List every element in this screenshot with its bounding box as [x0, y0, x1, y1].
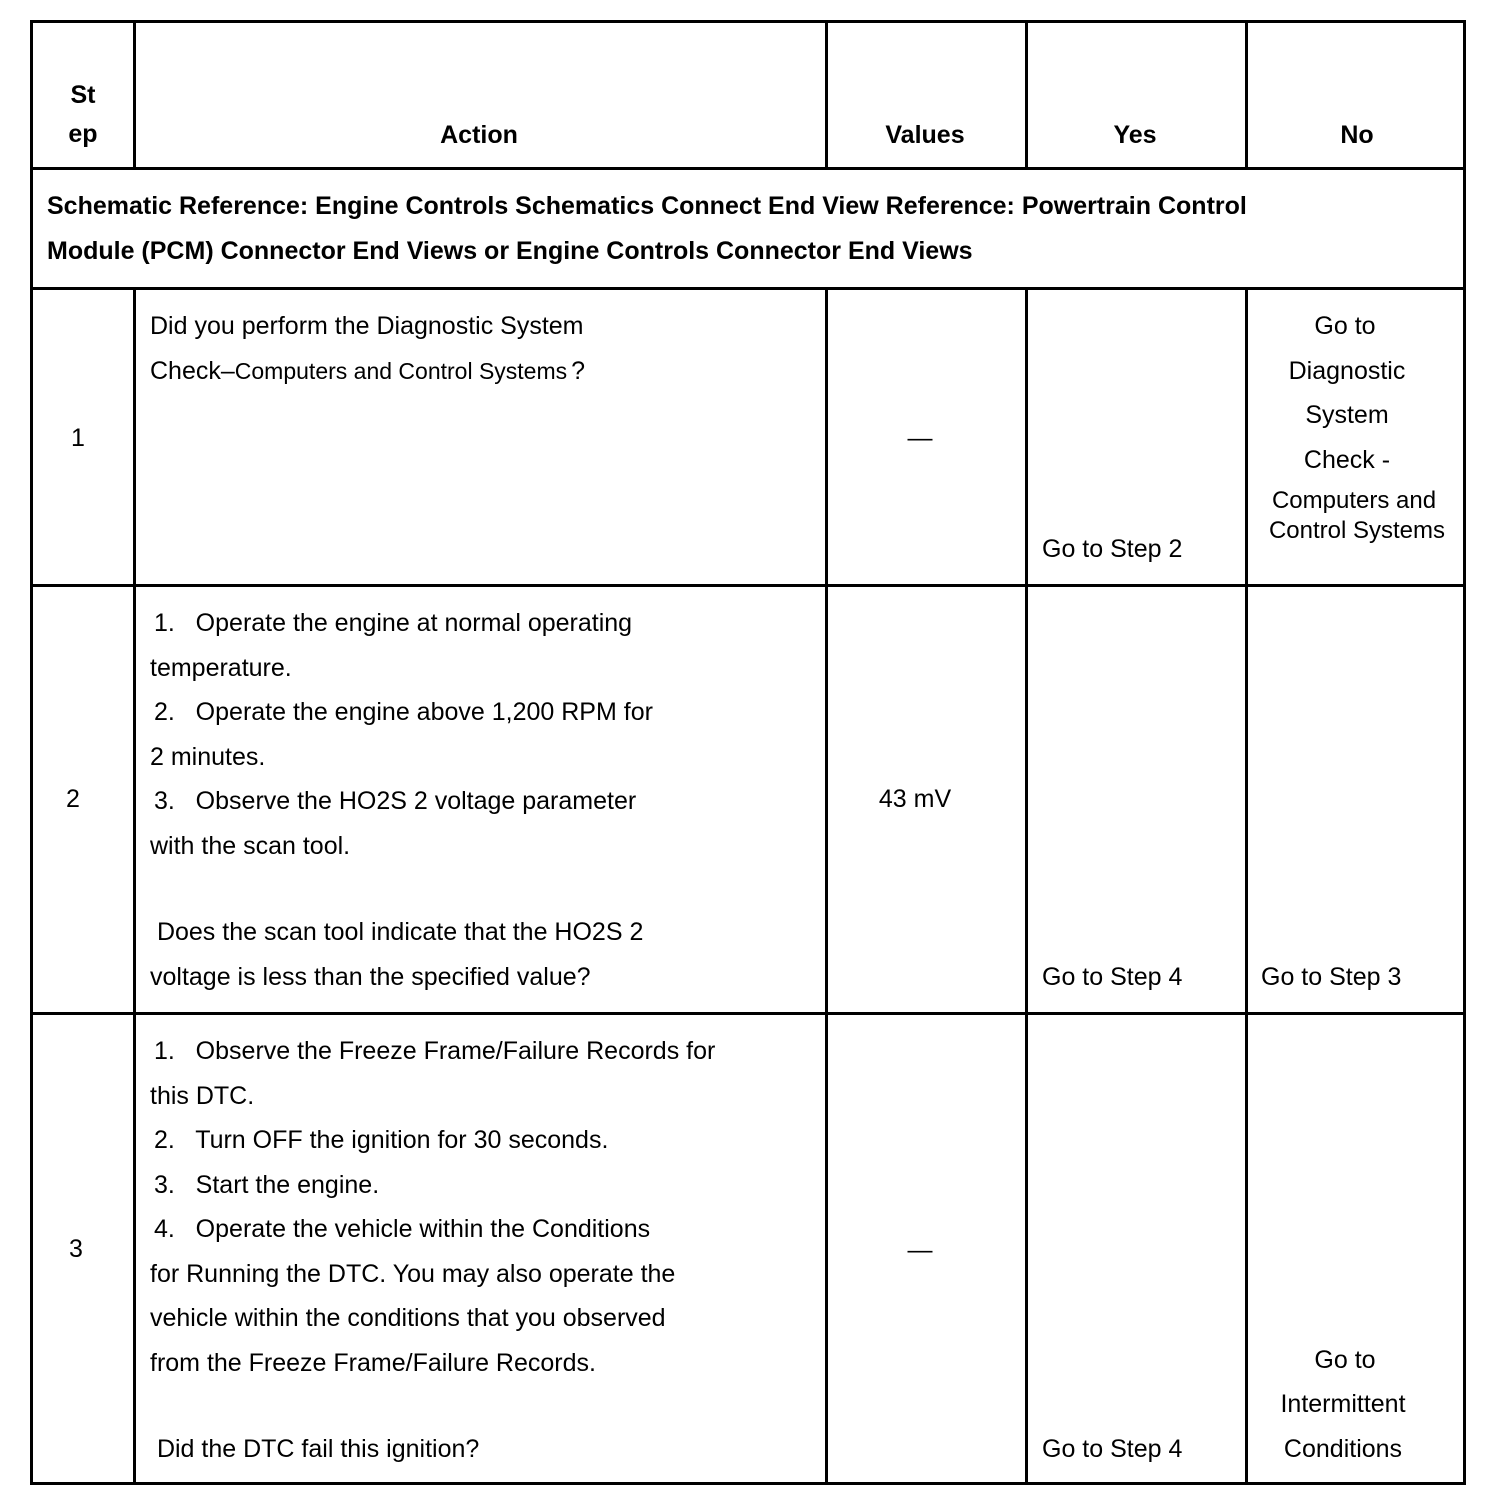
row1-no-line5[interactable]: Computers and — [1271, 487, 1437, 514]
schematic-reference-line2: Module (PCM) Connector End Views or Engine Controls Connector End Views — [47, 237, 973, 265]
row1-divider — [33, 584, 1463, 587]
row1-no-line3[interactable]: System — [1305, 401, 1389, 429]
row3-no-line2[interactable]: Intermittent — [1280, 1390, 1406, 1418]
row3-action-line: 2. Turn OFF the ignition for 30 seconds. — [154, 1126, 609, 1154]
schematic-reference-line1: Schematic Reference: Engine Controls Schematics Connect End View Reference: Powertrain Control — [47, 192, 1247, 220]
header-action: Action — [440, 121, 518, 149]
row2-action-line: 3. Observe the HO2S 2 voltage parameter — [154, 787, 637, 815]
row3-value: — — [907, 1236, 933, 1264]
row2-action-line: 1. Operate the engine at normal operating — [154, 609, 633, 637]
row3-action-line: from the Freeze Frame/Failure Records. — [150, 1348, 596, 1377]
row3-no-line1[interactable]: Go to — [1314, 1346, 1376, 1374]
row1-value: — — [907, 424, 933, 452]
row2-question-line2: voltage is less than the specified value? — [150, 963, 591, 991]
row2-action-line: temperature. — [150, 653, 292, 682]
row1-action-line1: Did you perform the Diagnostic System — [150, 312, 584, 340]
row2-no-link[interactable]: Go to Step 3 — [1261, 963, 1402, 991]
row2-action-line: 2. Operate the engine above 1,200 RPM for — [154, 698, 653, 726]
row2-value: 43 mV — [878, 785, 952, 813]
col-divider — [133, 287, 136, 1485]
col-divider — [1025, 287, 1028, 1485]
row1-no-line2[interactable]: Diagnostic — [1288, 357, 1406, 385]
row1-no-line1[interactable]: Go to — [1314, 312, 1376, 340]
header-step: St ep — [68, 81, 98, 148]
row2-yes-link[interactable]: Go to Step 4 — [1042, 963, 1183, 991]
header-values: Values — [885, 121, 965, 149]
step-number-2: 2 — [66, 785, 80, 813]
row2-divider — [33, 1012, 1463, 1015]
header-no: No — [1340, 121, 1374, 149]
row3-question: Did the DTC fail this ignition? — [150, 1435, 480, 1463]
row2-question-line1: Does the scan tool indicate that the HO2S 2 — [150, 918, 644, 946]
step-number-3: 3 — [69, 1235, 83, 1263]
row3-action-line: 4. Operate the vehicle within the Conditions — [154, 1215, 651, 1243]
row3-action-line: vehicle within the conditions that you observed — [150, 1304, 666, 1332]
row1-action-line2: Check–Computers and Control Systems ? — [150, 357, 586, 385]
step-number-1: 1 — [71, 424, 85, 452]
row3-action-line: for Running the DTC. You may also operate the — [150, 1259, 676, 1288]
row3-action-line: 1. Observe the Freeze Frame/Failure Records for — [154, 1037, 716, 1065]
row2-action-line: 2 minutes. — [150, 742, 266, 771]
row2-action-line: with the scan tool. — [150, 831, 351, 860]
reference-divider — [33, 287, 1463, 290]
row1-yes-link[interactable]: Go to Step 2 — [1042, 535, 1183, 563]
row1-no-line4[interactable]: Check - — [1303, 446, 1391, 474]
row3-action-list — [150, 1029, 716, 1385]
col-divider — [825, 287, 828, 1485]
row3-yes-link[interactable]: Go to Step 4 — [1042, 1435, 1183, 1463]
row2-action-list — [150, 601, 653, 868]
diagnostic-table — [30, 20, 1466, 1485]
header-divider — [33, 167, 1463, 170]
header-yes: Yes — [1113, 121, 1157, 149]
row3-action-line: this DTC. — [150, 1081, 255, 1110]
row3-action-line: 3. Start the engine. — [154, 1170, 380, 1199]
row1-no-line6[interactable]: Control Systems — [1268, 517, 1446, 544]
row3-no-line3[interactable]: Conditions — [1283, 1435, 1403, 1463]
